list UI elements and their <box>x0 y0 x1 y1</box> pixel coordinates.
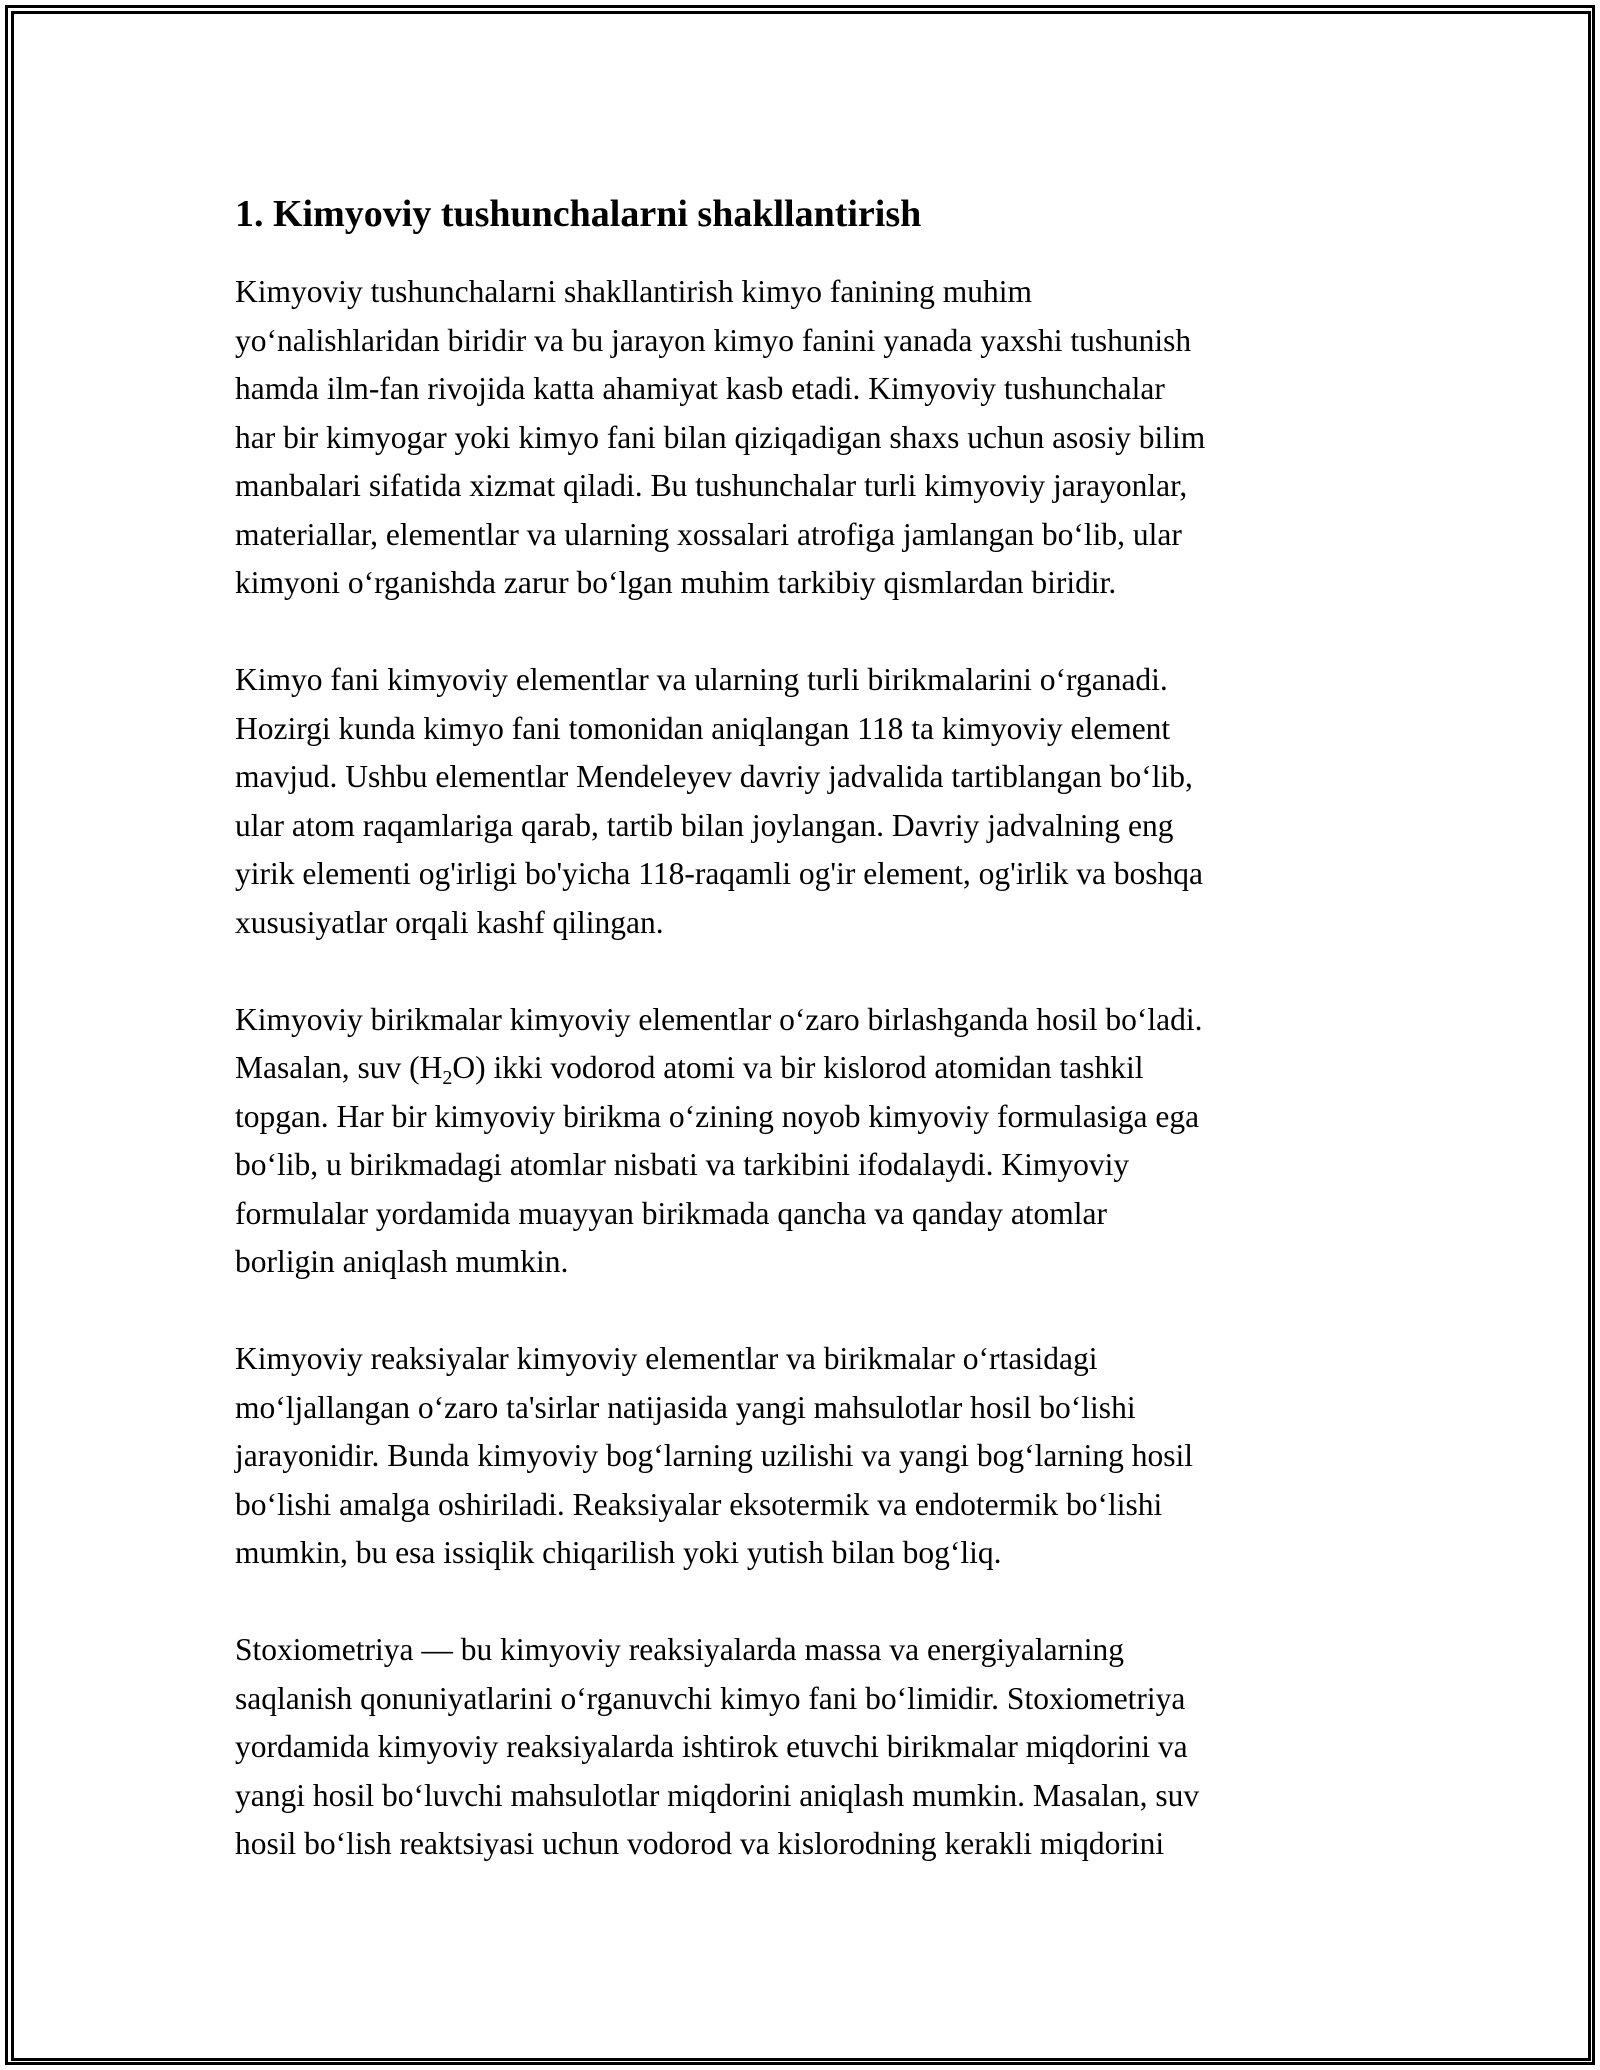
text-line: Kimyoviy birikmalar kimyoviy elementlar o‘zaro birlashganda hosil bo‘ladi. <box>235 1001 1203 1037</box>
paragraph-1 <box>235 268 1375 608</box>
text-line: yirik elementi og'irligi bo'yicha 118-raqamli og'ir element, og'irlik va boshqa <box>235 856 1204 891</box>
text-line: xususiyatlar orqali kashf qilingan. <box>235 904 664 940</box>
text-line: Kimyoviy tushunchalarni shakllantirish kimyo fanining muhim <box>235 274 1033 309</box>
text-line: mavjud. Ushbu elementlar Mendeleyev davriy jadvalida tartiblangan bo‘lib, <box>235 759 1193 794</box>
text-line: Kimyo fani kimyoviy elementlar va ularning turli birikmalarini o‘rganadi. <box>235 662 1168 697</box>
text-line: saqlanish qonuniyatlarini o‘rganuvchi kimyo fani bo‘limidir. Stoxiometriya <box>235 1680 1186 1716</box>
text-line: jarayonidir. Bunda kimyoviy bog‘larning uzilishi va yangi bog‘larning hosil <box>235 1438 1193 1473</box>
text-line: Hozirgi kunda kimyo fani tomonidan aniqlangan 118 ta kimyoviy element <box>235 710 1171 746</box>
text-line: formulalar yordamida muayyan birikmada qancha va qanday atomlar <box>235 1195 1108 1231</box>
text-line: bo‘lib, u birikmadagi atomlar nisbati va tarkibini ifodalaydi. Kimyoviy <box>235 1147 1130 1182</box>
text-line: Kimyoviy reaksiyalar kimyoviy elementlar va birikmalar o‘rtasidagi <box>235 1341 1098 1376</box>
text-line: hosil bo‘lish reaktsiyasi uchun vodorod va kislorodning kerakli miqdorini <box>235 1826 1165 1861</box>
text-line: yordamida kimyoviy reaksiyalarda ishtirok etuvchi birikmalar miqdorini va <box>235 1729 1188 1764</box>
text-line: topgan. Har bir kimyoviy birikma o‘zining noyob kimyoviy formulasiga ega <box>235 1098 1200 1134</box>
paragraph-3 <box>235 996 1375 1287</box>
text-line: bo‘lishi amalga oshiriladi. Reaksiyalar eksotermik va endotermik bo‘lishi <box>235 1486 1163 1522</box>
text-line: kimyoni o‘rganishda zarur bo‘lgan muhim tarkibiy qismlardan biridir. <box>235 565 1117 600</box>
subscript: 2 <box>442 1067 453 1089</box>
text-line: har bir kimyogar yoki kimyo fani bilan qiziqadigan shaxs uchun asosiy bilim <box>235 419 1206 455</box>
text-line <box>235 1050 1144 1089</box>
text-fragment: O) ikki vodorod atomi va bir kislorod atomidan tashkil <box>452 1050 1144 1085</box>
text-line: ular atom raqamlariga qarab, tartib bilan joylangan. Davriy jadvalning eng <box>235 807 1174 843</box>
paragraph-5 <box>235 1626 1375 1869</box>
text-line: hamda ilm-fan rivojida katta ahamiyat kasb etadi. Kimyoviy tushunchalar <box>235 371 1165 406</box>
text-line: yo‘nalishlaridan biridir va bu jarayon kimyo fanini yanada yaxshi tushunish <box>235 322 1192 358</box>
section-heading: 1. Kimyoviy tushunchalarni shakllantirish <box>235 193 922 235</box>
text-line: mumkin, bu esa issiqlik chiqarilish yoki yutish bilan bog‘liq. <box>235 1535 1002 1570</box>
text-line: borligin aniqlash mumkin. <box>235 1244 569 1279</box>
text-line: mo‘ljallangan o‘zaro ta'sirlar natijasida yangi mahsulotlar hosil bo‘lishi <box>235 1389 1136 1425</box>
paragraph-2 <box>235 656 1375 947</box>
text-fragment: Masalan, suv (H <box>235 1050 443 1085</box>
text-line: manbalari sifatida xizmat qiladi. Bu tushunchalar turli kimyoviy jarayonlar, <box>235 468 1188 503</box>
document-body <box>235 188 1375 1917</box>
text-line: Stoxiometriya — bu kimyoviy reaksiyalarda massa va energiyalarning <box>235 1632 1125 1667</box>
paragraph-4 <box>235 1335 1375 1578</box>
text-line: materiallar, elementlar va ularning xossalari atrofiga jamlangan bo‘lib, ular <box>235 516 1182 552</box>
text-line: yangi hosil bo‘luvchi mahsulotlar miqdorini aniqlash mumkin. Masalan, suv <box>235 1777 1200 1813</box>
